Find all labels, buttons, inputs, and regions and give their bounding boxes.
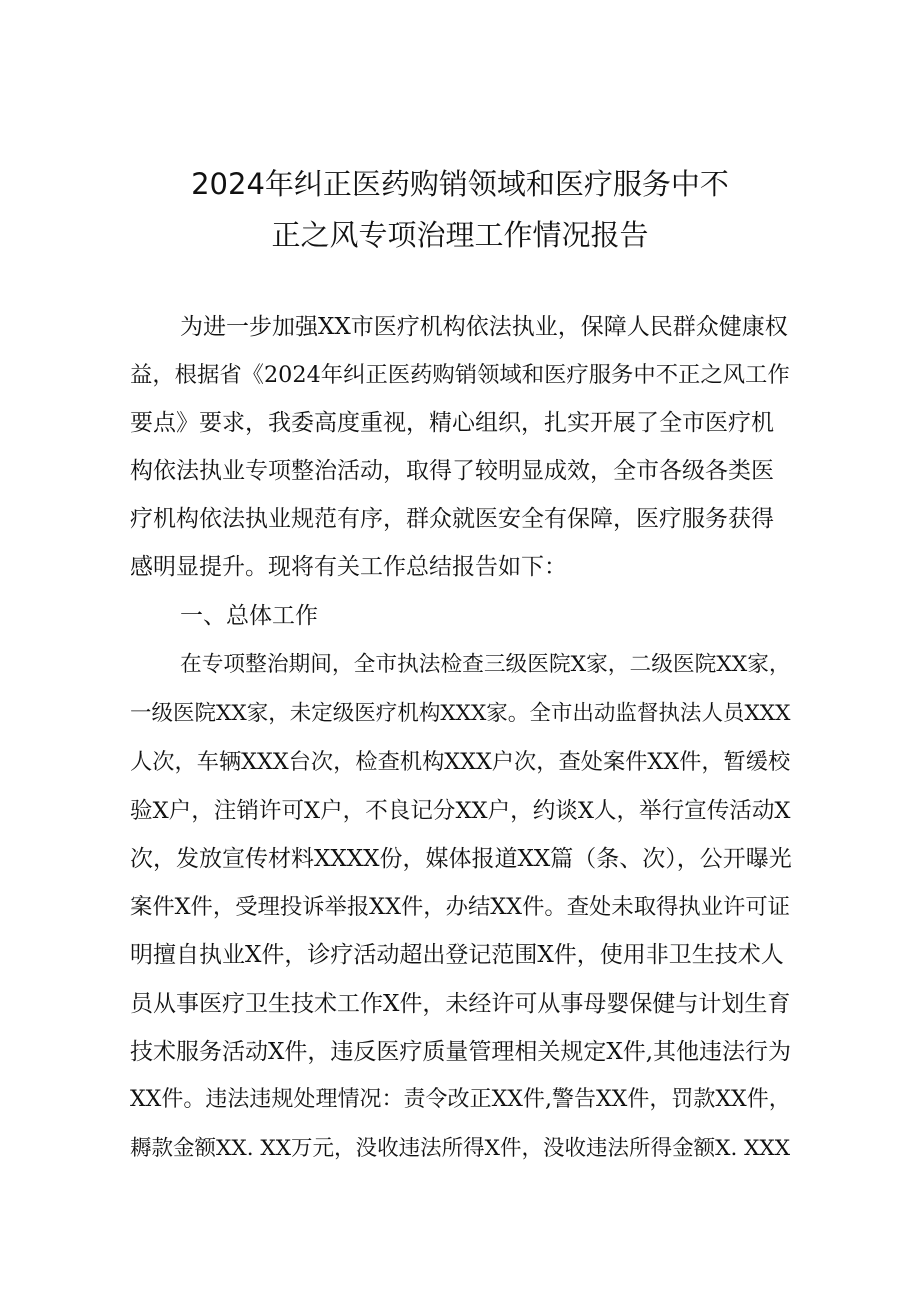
section-paragraph-line: 员从事医疗卫生技术工作X件，未经许可从事母婴保健与计划生育	[130, 991, 791, 1017]
section-paragraph-line: 人次，车辆XXX台次，检查机构XXX户次，查处案件XX件，暂缓校	[130, 749, 791, 775]
section-paragraph-line: 案件X件，受理投诉举报XX件，办结XX件。查处未取得执业许可证	[130, 894, 791, 920]
section-paragraph-line: XX件。违法违规处理情况：责令改正XX件,警告XX件，罚款XX件，	[130, 1087, 791, 1112]
section-paragraph-line: 一级医院XX家，未定级医疗机构XXX家。全市出动监督执法人员XXX	[130, 701, 791, 726]
section-heading: 一、总体工作	[180, 603, 318, 629]
intro-paragraph-line: 构依法执业专项整治活动，取得了较明显成效，全市各级各类医	[130, 458, 774, 484]
section-paragraph-line: 明擅自执业X件，诊疗活动超出登记范围X件，使用非卫生技术人	[130, 942, 784, 968]
intro-paragraph-line: 感明显提升。现将有关工作总结报告如下：	[130, 554, 567, 580]
section-paragraph-line: 在专项整治期间，全市执法检查三级医院X家，二级医院XX家，	[180, 652, 791, 677]
document-title-line-1: 2024年纠正医药购销领域和医疗服务中不	[191, 167, 729, 201]
section-paragraph-line: 次，发放宣传材料XXXX份，媒体报道XX篇（条、次），公开曝光	[130, 846, 792, 872]
intro-paragraph-line: 疗机构依法执业规范有序，群众就医安全有保障，医疗服务获得	[130, 506, 774, 532]
section-paragraph-line: 耨款金额XX. XX万元，没收违法所得X件，没收违法所得金额X. XXX	[130, 1136, 791, 1161]
intro-paragraph-line: 要点》要求，我委高度重视，精心组织，扎实开展了全市医疗机	[130, 410, 774, 436]
section-paragraph-line: 技术服务活动X件，违反医疗质量管理相关规定X件,其他违法行为	[130, 1039, 792, 1065]
document-title-line-2: 正之风专项治理工作情况报告	[271, 218, 649, 252]
section-paragraph-line: 验X户，注销许可X户，不良记分XX户，约谈X人，举行宣传活动X	[130, 798, 791, 824]
intro-paragraph-line: 为进一步加强XX市医疗机构依法执业，保障人民群众健康权	[180, 314, 788, 340]
intro-paragraph-line: 益，根据省《2024年纠正医药购销领域和医疗服务中不正之风工作	[130, 362, 790, 388]
